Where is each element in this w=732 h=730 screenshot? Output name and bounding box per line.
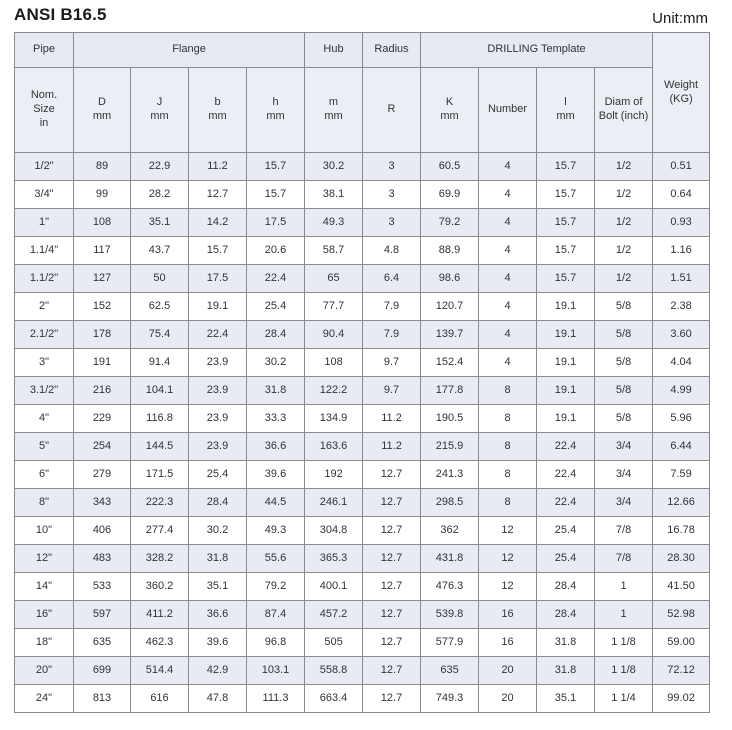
cell-h: 49.3 <box>247 517 305 545</box>
cell-size: 4" <box>15 405 74 433</box>
table-row <box>15 461 710 489</box>
column-header-k: K mm <box>421 68 479 153</box>
column-header-l: l mm <box>537 68 595 153</box>
column-header-weight: Weight (KG) <box>653 33 710 153</box>
cell-m: 90.4 <box>305 321 363 349</box>
cell-h: 39.6 <box>247 461 305 489</box>
cell-j: 462.3 <box>131 629 189 657</box>
cell-m: 400.1 <box>305 573 363 601</box>
cell-b: 23.9 <box>189 349 247 377</box>
cell-h: 79.2 <box>247 573 305 601</box>
cell-weight: 12.66 <box>653 489 710 517</box>
group-header-row <box>15 33 710 68</box>
cell-number: 4 <box>479 349 537 377</box>
table-row <box>15 265 710 293</box>
cell-number: 16 <box>479 601 537 629</box>
cell-b: 17.5 <box>189 265 247 293</box>
cell-j: 616 <box>131 685 189 713</box>
cell-d: 533 <box>74 573 131 601</box>
cell-j: 35.1 <box>131 209 189 237</box>
cell-size: 8" <box>15 489 74 517</box>
unit-label: Unit:mm <box>652 10 708 27</box>
column-header-nom-size: Nom. Size in <box>15 68 74 153</box>
cell-k: 241.3 <box>421 461 479 489</box>
cell-l: 15.7 <box>537 265 595 293</box>
cell-weight: 1.51 <box>653 265 710 293</box>
cell-weight: 6.44 <box>653 433 710 461</box>
cell-m: 558.8 <box>305 657 363 685</box>
cell-bolt-diam: 1/2 <box>595 153 653 181</box>
cell-h: 87.4 <box>247 601 305 629</box>
cell-m: 505 <box>305 629 363 657</box>
cell-number: 8 <box>479 433 537 461</box>
cell-number: 4 <box>479 237 537 265</box>
cell-l: 19.1 <box>537 405 595 433</box>
cell-l: 15.7 <box>537 181 595 209</box>
cell-r: 4.8 <box>363 237 421 265</box>
cell-k: 120.7 <box>421 293 479 321</box>
cell-number: 8 <box>479 377 537 405</box>
cell-d: 178 <box>74 321 131 349</box>
cell-weight: 72.12 <box>653 657 710 685</box>
cell-r: 12.7 <box>363 629 421 657</box>
cell-weight: 52.98 <box>653 601 710 629</box>
table-row <box>15 405 710 433</box>
cell-k: 177.8 <box>421 377 479 405</box>
cell-j: 277.4 <box>131 517 189 545</box>
cell-d: 191 <box>74 349 131 377</box>
cell-b: 25.4 <box>189 461 247 489</box>
cell-weight: 3.60 <box>653 321 710 349</box>
cell-number: 4 <box>479 153 537 181</box>
cell-d: 117 <box>74 237 131 265</box>
cell-k: 635 <box>421 657 479 685</box>
cell-number: 4 <box>479 209 537 237</box>
cell-weight: 28.30 <box>653 545 710 573</box>
cell-r: 3 <box>363 153 421 181</box>
cell-h: 15.7 <box>247 181 305 209</box>
cell-bolt-diam: 5/8 <box>595 349 653 377</box>
cell-k: 431.8 <box>421 545 479 573</box>
cell-size: 2.1/2" <box>15 321 74 349</box>
cell-b: 22.4 <box>189 321 247 349</box>
cell-h: 15.7 <box>247 153 305 181</box>
table-row <box>15 209 710 237</box>
table-row <box>15 433 710 461</box>
cell-j: 411.2 <box>131 601 189 629</box>
column-header-b: b mm <box>189 68 247 153</box>
cell-weight: 41.50 <box>653 573 710 601</box>
cell-m: 58.7 <box>305 237 363 265</box>
cell-j: 91.4 <box>131 349 189 377</box>
cell-bolt-diam: 3/4 <box>595 461 653 489</box>
cell-h: 44.5 <box>247 489 305 517</box>
cell-b: 30.2 <box>189 517 247 545</box>
cell-r: 12.7 <box>363 685 421 713</box>
cell-r: 12.7 <box>363 461 421 489</box>
cell-j: 43.7 <box>131 237 189 265</box>
table-row <box>15 349 710 377</box>
table-row <box>15 685 710 713</box>
cell-k: 749.3 <box>421 685 479 713</box>
column-header-m: m mm <box>305 68 363 153</box>
cell-number: 4 <box>479 293 537 321</box>
cell-number: 12 <box>479 545 537 573</box>
flange-spec-table <box>14 32 710 713</box>
cell-bolt-diam: 1 1/4 <box>595 685 653 713</box>
cell-k: 139.7 <box>421 321 479 349</box>
cell-b: 47.8 <box>189 685 247 713</box>
column-header-bolt-diam: Diam of Bolt (inch) <box>595 68 653 153</box>
cell-k: 60.5 <box>421 153 479 181</box>
cell-bolt-diam: 5/8 <box>595 293 653 321</box>
cell-k: 539.8 <box>421 601 479 629</box>
cell-k: 190.5 <box>421 405 479 433</box>
cell-l: 19.1 <box>537 377 595 405</box>
cell-number: 8 <box>479 405 537 433</box>
cell-j: 144.5 <box>131 433 189 461</box>
cell-weight: 16.78 <box>653 517 710 545</box>
cell-bolt-diam: 5/8 <box>595 377 653 405</box>
cell-b: 35.1 <box>189 573 247 601</box>
cell-l: 25.4 <box>537 517 595 545</box>
cell-r: 11.2 <box>363 433 421 461</box>
cell-j: 360.2 <box>131 573 189 601</box>
cell-d: 406 <box>74 517 131 545</box>
cell-bolt-diam: 5/8 <box>595 405 653 433</box>
cell-j: 22.9 <box>131 153 189 181</box>
table-row <box>15 657 710 685</box>
cell-l: 31.8 <box>537 657 595 685</box>
cell-h: 28.4 <box>247 321 305 349</box>
cell-l: 15.7 <box>537 237 595 265</box>
cell-bolt-diam: 1 <box>595 573 653 601</box>
cell-weight: 2.38 <box>653 293 710 321</box>
cell-size: 16" <box>15 601 74 629</box>
cell-b: 31.8 <box>189 545 247 573</box>
column-header-r: R <box>363 68 421 153</box>
cell-d: 254 <box>74 433 131 461</box>
cell-r: 9.7 <box>363 377 421 405</box>
table-row <box>15 629 710 657</box>
cell-j: 50 <box>131 265 189 293</box>
cell-j: 116.8 <box>131 405 189 433</box>
column-header-row <box>15 68 710 153</box>
group-header-hub: Hub <box>305 33 363 68</box>
cell-weight: 0.64 <box>653 181 710 209</box>
cell-j: 514.4 <box>131 657 189 685</box>
table-row <box>15 181 710 209</box>
cell-m: 246.1 <box>305 489 363 517</box>
cell-b: 23.9 <box>189 377 247 405</box>
cell-h: 33.3 <box>247 405 305 433</box>
cell-bolt-diam: 1/2 <box>595 237 653 265</box>
cell-j: 328.2 <box>131 545 189 573</box>
cell-weight: 59.00 <box>653 629 710 657</box>
table-row <box>15 601 710 629</box>
cell-j: 222.3 <box>131 489 189 517</box>
cell-bolt-diam: 3/4 <box>595 489 653 517</box>
cell-bolt-diam: 7/8 <box>595 545 653 573</box>
group-header-radius: Radius <box>363 33 421 68</box>
cell-h: 55.6 <box>247 545 305 573</box>
cell-size: 2" <box>15 293 74 321</box>
cell-h: 17.5 <box>247 209 305 237</box>
cell-number: 12 <box>479 573 537 601</box>
cell-k: 88.9 <box>421 237 479 265</box>
cell-d: 108 <box>74 209 131 237</box>
cell-m: 38.1 <box>305 181 363 209</box>
cell-r: 7.9 <box>363 321 421 349</box>
cell-k: 152.4 <box>421 349 479 377</box>
cell-weight: 4.99 <box>653 377 710 405</box>
cell-k: 298.5 <box>421 489 479 517</box>
cell-bolt-diam: 1/2 <box>595 181 653 209</box>
cell-r: 7.9 <box>363 293 421 321</box>
cell-r: 3 <box>363 181 421 209</box>
cell-k: 476.3 <box>421 573 479 601</box>
cell-d: 229 <box>74 405 131 433</box>
cell-size: 12" <box>15 545 74 573</box>
column-header-number: Number <box>479 68 537 153</box>
table-row <box>15 321 710 349</box>
cell-size: 1.1/2" <box>15 265 74 293</box>
cell-size: 1.1/4" <box>15 237 74 265</box>
cell-b: 28.4 <box>189 489 247 517</box>
cell-d: 597 <box>74 601 131 629</box>
cell-m: 108 <box>305 349 363 377</box>
cell-m: 365.3 <box>305 545 363 573</box>
cell-d: 216 <box>74 377 131 405</box>
cell-m: 49.3 <box>305 209 363 237</box>
cell-m: 457.2 <box>305 601 363 629</box>
cell-weight: 5.96 <box>653 405 710 433</box>
cell-h: 103.1 <box>247 657 305 685</box>
cell-bolt-diam: 1 1/8 <box>595 629 653 657</box>
cell-r: 12.7 <box>363 573 421 601</box>
cell-k: 577.9 <box>421 629 479 657</box>
cell-number: 4 <box>479 265 537 293</box>
column-header-j: J mm <box>131 68 189 153</box>
cell-b: 42.9 <box>189 657 247 685</box>
cell-d: 99 <box>74 181 131 209</box>
cell-d: 483 <box>74 545 131 573</box>
cell-d: 343 <box>74 489 131 517</box>
cell-size: 6" <box>15 461 74 489</box>
cell-j: 104.1 <box>131 377 189 405</box>
column-header-d: D mm <box>74 68 131 153</box>
table-row <box>15 377 710 405</box>
cell-h: 22.4 <box>247 265 305 293</box>
cell-m: 77.7 <box>305 293 363 321</box>
table-row <box>15 293 710 321</box>
cell-r: 6.4 <box>363 265 421 293</box>
cell-bolt-diam: 3/4 <box>595 433 653 461</box>
cell-l: 25.4 <box>537 545 595 573</box>
cell-h: 31.8 <box>247 377 305 405</box>
cell-number: 20 <box>479 657 537 685</box>
cell-l: 28.4 <box>537 601 595 629</box>
group-header-drilling: DRILLING Template <box>421 33 653 68</box>
table-row <box>15 517 710 545</box>
group-header-pipe: Pipe <box>15 33 74 68</box>
cell-l: 19.1 <box>537 321 595 349</box>
cell-r: 9.7 <box>363 349 421 377</box>
cell-number: 8 <box>479 489 537 517</box>
cell-k: 362 <box>421 517 479 545</box>
cell-size: 14" <box>15 573 74 601</box>
cell-size: 18" <box>15 629 74 657</box>
cell-bolt-diam: 7/8 <box>595 517 653 545</box>
cell-h: 96.8 <box>247 629 305 657</box>
table-body <box>15 153 710 713</box>
cell-m: 122.2 <box>305 377 363 405</box>
cell-h: 30.2 <box>247 349 305 377</box>
cell-m: 163.6 <box>305 433 363 461</box>
cell-l: 22.4 <box>537 433 595 461</box>
cell-b: 19.1 <box>189 293 247 321</box>
cell-h: 20.6 <box>247 237 305 265</box>
cell-m: 304.8 <box>305 517 363 545</box>
cell-l: 35.1 <box>537 685 595 713</box>
cell-r: 12.7 <box>363 517 421 545</box>
cell-number: 12 <box>479 517 537 545</box>
cell-l: 19.1 <box>537 293 595 321</box>
cell-number: 16 <box>479 629 537 657</box>
group-header-flange: Flange <box>74 33 305 68</box>
cell-m: 134.9 <box>305 405 363 433</box>
cell-b: 12.7 <box>189 181 247 209</box>
cell-number: 8 <box>479 461 537 489</box>
cell-m: 30.2 <box>305 153 363 181</box>
cell-number: 4 <box>479 181 537 209</box>
cell-d: 127 <box>74 265 131 293</box>
cell-size: 3/4" <box>15 181 74 209</box>
cell-j: 171.5 <box>131 461 189 489</box>
cell-b: 11.2 <box>189 153 247 181</box>
cell-r: 12.7 <box>363 489 421 517</box>
cell-d: 89 <box>74 153 131 181</box>
cell-size: 20" <box>15 657 74 685</box>
table-row <box>15 153 710 181</box>
table-row <box>15 237 710 265</box>
cell-weight: 1.16 <box>653 237 710 265</box>
cell-j: 62.5 <box>131 293 189 321</box>
cell-l: 15.7 <box>537 209 595 237</box>
cell-bolt-diam: 1 <box>595 601 653 629</box>
cell-d: 813 <box>74 685 131 713</box>
cell-l: 15.7 <box>537 153 595 181</box>
cell-l: 19.1 <box>537 349 595 377</box>
cell-k: 98.6 <box>421 265 479 293</box>
cell-k: 79.2 <box>421 209 479 237</box>
cell-weight: 0.93 <box>653 209 710 237</box>
cell-r: 12.7 <box>363 601 421 629</box>
cell-weight: 4.04 <box>653 349 710 377</box>
table-row <box>15 489 710 517</box>
cell-h: 25.4 <box>247 293 305 321</box>
cell-weight: 7.59 <box>653 461 710 489</box>
cell-bolt-diam: 1 1/8 <box>595 657 653 685</box>
cell-j: 75.4 <box>131 321 189 349</box>
cell-d: 635 <box>74 629 131 657</box>
cell-k: 69.9 <box>421 181 479 209</box>
cell-size: 1/2" <box>15 153 74 181</box>
cell-d: 152 <box>74 293 131 321</box>
table-row <box>15 573 710 601</box>
cell-size: 3.1/2" <box>15 377 74 405</box>
cell-size: 10" <box>15 517 74 545</box>
cell-size: 3" <box>15 349 74 377</box>
cell-l: 28.4 <box>537 573 595 601</box>
cell-h: 111.3 <box>247 685 305 713</box>
cell-b: 36.6 <box>189 601 247 629</box>
cell-b: 23.9 <box>189 433 247 461</box>
cell-weight: 0.51 <box>653 153 710 181</box>
cell-b: 15.7 <box>189 237 247 265</box>
cell-number: 20 <box>479 685 537 713</box>
cell-m: 192 <box>305 461 363 489</box>
cell-size: 1" <box>15 209 74 237</box>
cell-bolt-diam: 1/2 <box>595 265 653 293</box>
cell-size: 5" <box>15 433 74 461</box>
cell-b: 23.9 <box>189 405 247 433</box>
column-header-h: h mm <box>247 68 305 153</box>
cell-l: 22.4 <box>537 489 595 517</box>
cell-bolt-diam: 5/8 <box>595 321 653 349</box>
cell-h: 36.6 <box>247 433 305 461</box>
document-title: ANSI B16.5 <box>14 5 107 24</box>
table-row <box>15 545 710 573</box>
cell-weight: 99.02 <box>653 685 710 713</box>
cell-r: 3 <box>363 209 421 237</box>
cell-number: 4 <box>479 321 537 349</box>
cell-b: 14.2 <box>189 209 247 237</box>
cell-k: 215.9 <box>421 433 479 461</box>
cell-bolt-diam: 1/2 <box>595 209 653 237</box>
cell-d: 279 <box>74 461 131 489</box>
cell-b: 39.6 <box>189 629 247 657</box>
cell-l: 22.4 <box>537 461 595 489</box>
cell-m: 663.4 <box>305 685 363 713</box>
cell-r: 12.7 <box>363 657 421 685</box>
cell-j: 28.2 <box>131 181 189 209</box>
cell-size: 24" <box>15 685 74 713</box>
cell-l: 31.8 <box>537 629 595 657</box>
cell-r: 11.2 <box>363 405 421 433</box>
cell-d: 699 <box>74 657 131 685</box>
cell-m: 65 <box>305 265 363 293</box>
cell-r: 12.7 <box>363 545 421 573</box>
